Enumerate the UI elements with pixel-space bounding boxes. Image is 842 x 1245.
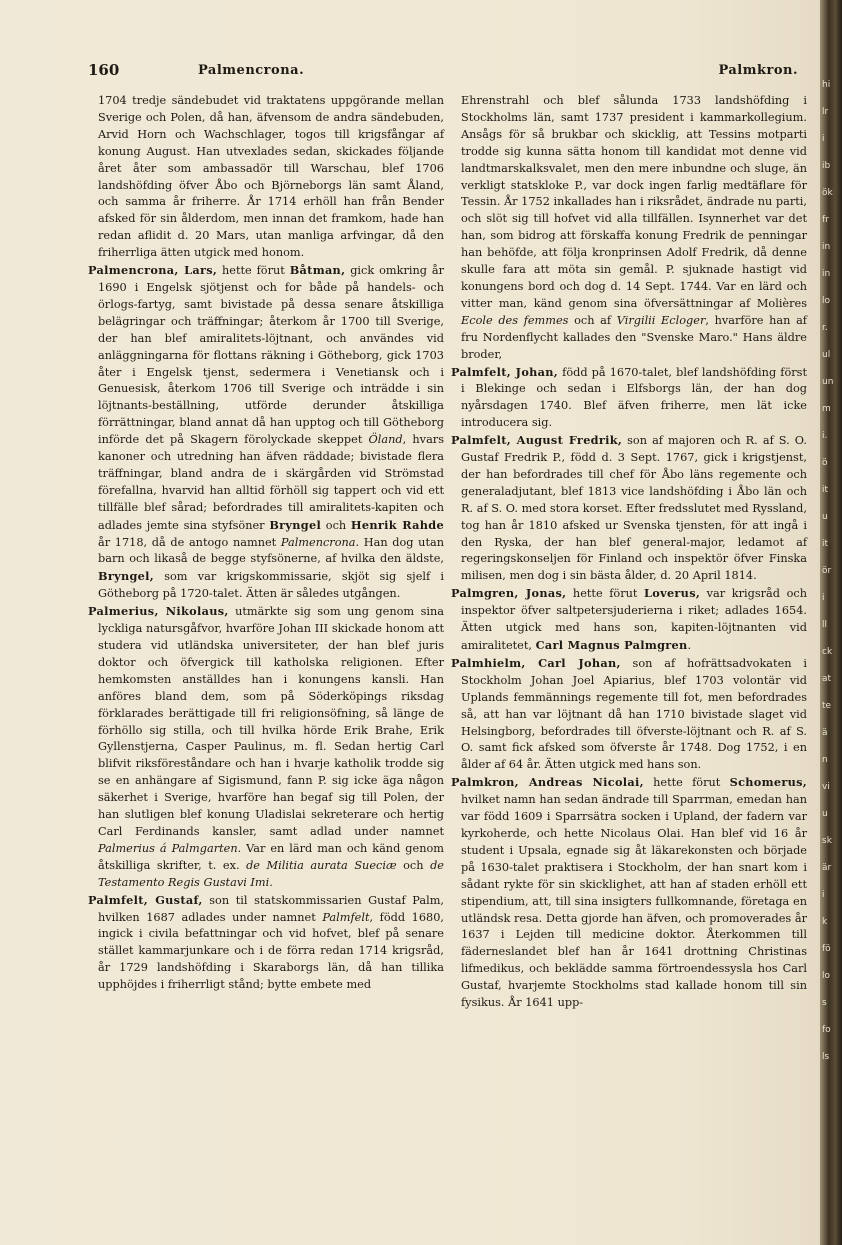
margin-fragment: i — [822, 890, 825, 900]
margin-fragment: n — [822, 755, 828, 765]
margin-fragment: r. — [822, 323, 828, 333]
paragraph-text: hette förut — [566, 587, 644, 601]
paragraph-text: , hvarföre han af fru Nordenflycht kallades den "Svenske Maro." Hans äldre broder, — [461, 313, 807, 361]
margin-fragment: fö — [822, 944, 831, 954]
margin-fragment: in — [822, 269, 831, 279]
margin-fragment: k — [822, 917, 828, 927]
paragraph-text: Ehrenstrahl och blef sålunda 1733 landshöfding i Stockholms län, samt 1737 president i kammarkollegium. Ansågs för så brukbar och skicklig, att Tessins motparti trodde sig kunna sätta honom till kandidat mot denne vid landtmarskalksvalet, men den mere inbundne och sluge, än verkligt statskloke P., var dock ingen farlig medtäflare för Tessin. År 1752 inkallades han i riksrådet, ändrade nu parti, och slöt sig till hofvet vid alla tillfällen. Isynnerhet var det han, som bidrog att förskaffa konung Fredrik de penningar han behöfde, att följa kronprinsen Adolf Fredrik, då denne skulle fara att möta sin gemål. P. sjuknade hastigt vid konungens bord och dog d. 14 Sept. 1744. Var en lärd och vitter man, känd genom sina öfversättningar af Molières — [461, 94, 807, 310]
paragraph-text: var krigsråd och inspektor öfver saltpetersjuderierna i riket; adlades 1654. Ätten utgick med hans son, kapiten-löjtnanten vid amiralitetet, — [461, 587, 807, 652]
headword: Palmhielm, Carl Johan, — [451, 655, 621, 670]
paragraph-text: . — [269, 875, 273, 889]
margin-fragment: lo — [822, 971, 831, 981]
margin-fragment: i — [822, 134, 825, 144]
margin-fragment: ä — [822, 728, 828, 738]
paragraph-text: som var krigskommissarie, skjöt sig sjelf i Götheborg på 1720-talet. Ätten är således utgången. — [98, 570, 444, 601]
headword: Palmencrona, Lars, — [88, 263, 218, 278]
margin-fragment: ök — [822, 188, 833, 198]
entry-palmfelt-gustaf — [88, 892, 444, 994]
margin-fragment: u — [822, 809, 828, 819]
margin-fragment: lo — [822, 296, 831, 306]
paragraph-text: , hvars kanoner och utredning han äfven räddade; bivistade flera träffningar, bland andra de i skärgården vid Strömstad förefallna, hvarvid han alltid förhöll sig tappert och vid ett tillfälle blef sårad; befordrades till amiralitets-kapiten och adlades jemte sina styfsöner — [98, 433, 445, 532]
entry-continuation — [88, 93, 444, 262]
entry-continuation — [451, 93, 807, 364]
margin-fragment: i. — [822, 431, 828, 441]
margin-fragment: fo — [822, 1025, 831, 1035]
ship-name: Öland — [368, 433, 403, 447]
facing-page-edge — [820, 0, 842, 1245]
paragraph-text: och — [321, 518, 351, 532]
work-title: Virgilii Ecloger — [616, 313, 706, 327]
margin-fragment: un — [822, 377, 834, 387]
paragraph-text: son til statskommissarien Gustaf Palm, hvilken 1687 adlades under namnet — [98, 893, 444, 924]
paragraph-text: . Var en lärd man och känd genom åtskilliga skrifter, t. ex. — [98, 841, 444, 872]
paragraph-text: 1704 tredje sändebudet vid traktatens uppgörande mellan Sverige och Polen, då han, äfvensom de andra sändebuden, Arvid Horn och Wachschlager, togos till krigsfångar af konung August. Han utvexlades sedan, skickades följande året åter som ambassadör till Warschau, blef 1706 landshöfding öfver Åbo och Björneborgs län samt Åland, och samma år friherre. År 1714 erhöll han från Bender afsked för sin ålderdom, men innan det framkom, hade han redan aflidit d. 20 Mars, utan manliga arfvingar, då den friherrliga ätten utgick med honom. — [98, 94, 444, 260]
paragraph-text: hvilket namn han sedan ändrade till Sparrman, emedan han var född 1609 i Sparrsätra socken i Upland, der fadern var kyrkoherde, och hette Nicolaus Olai. Han blef vid 16 år student i Upsala, egnade sig åt läkarekonsten och började på 1630-talet praktisera i Stockholm, der han snart kom i sådant rykte för sin skicklighet, att han af staden erhöll ett stipendium, att, till sina insigters fullkomnande, företaga en utländsk resa. Detta gjorde han äfven, och promoverades år 1637 i Lejden till medicine doktor. Återkommen till fäderneslandet blef han år 1641 drottning Christinas lifmedikus, och beklädde samma förtroendessysla hos Carl Gustaf, hvarjemte Stockholms stad kallade honom till sin fysikus. År 1641 upp- — [461, 793, 807, 1010]
margin-fragment: at — [822, 674, 832, 684]
margin-fragment: m — [822, 404, 831, 414]
left-column — [88, 93, 444, 994]
margin-fragment: ö — [822, 458, 828, 468]
work-title: Ecole des femmes — [461, 313, 569, 327]
entry-palmkron-andreas-nicolai — [451, 774, 807, 1012]
work-title: de Militia aurata Sueciæ — [246, 858, 397, 872]
paragraph-text: hette förut — [643, 776, 730, 790]
entry-palmfelt-johan — [451, 364, 807, 433]
margin-fragment: te — [822, 701, 832, 711]
former-name: Båtman, — [289, 263, 346, 278]
left-running-head: Palmencrona. — [198, 63, 305, 78]
margin-fragment: it — [822, 539, 829, 549]
family-name: Palmfelt — [322, 910, 370, 924]
page-number: 160 — [88, 61, 120, 79]
paragraph-text: . Han dog utan barn och likaså de begge styfsönerne, af hvilka den äldste, — [98, 535, 444, 566]
entry-palmgren-jonas — [451, 585, 807, 655]
margin-fragment: it — [822, 485, 829, 495]
entry-palmfelt-august-fredrik — [451, 432, 807, 585]
margin-fragment: fr — [822, 215, 829, 225]
margin-fragment: ul — [822, 350, 831, 360]
facing-page-fragments — [820, 72, 842, 1071]
headword: Palmkron, Andreas Nicolai, — [451, 775, 644, 790]
paragraph-text: utmärkte sig som ung genom sina lyckliga natursgåfvor, hvarföre Johan III skickade honom att studera vid utländska universiteter, der han blef juris doktor och öfvergick till katholska religionen. Efter hemkomsten anställdes han i konungens kansli. Han anföres bland dem, som på Söderköpings riksdag förklarades berättigade till fri religionsöfning, så länge de förhöllo sig stilla, och till hvilka hörde Erik Brahe, Erik Gyllenstjerna, Casper Paulinus, m. fl. Sedan hertig Carl blifvit riksföreståndare och han i hvarje katholik trodde sig se en anhängare af Sigismund, fann P. sig icke äga någon säkerhet i Sverige, hvarföre han begaf sig till Polen, der han slutligen blef konung Uladislai sekreterare och hertig Carl Ferdinands kansler, samt adlad under namnet — [98, 605, 444, 838]
running-header — [88, 61, 800, 83]
headword: Palmgren, Jonas, — [451, 586, 567, 601]
margin-fragment: u — [822, 512, 828, 522]
headword: Palmfelt, Gustaf, — [88, 892, 203, 907]
family-name: Palmerius á Palmgarten — [98, 841, 238, 855]
margin-fragment: ll — [822, 620, 828, 630]
margin-fragment: vi — [822, 782, 830, 792]
margin-fragment: ib — [822, 161, 831, 171]
margin-fragment: sk — [822, 836, 832, 846]
work-title: de Testamento Regis Gustavi Imi — [98, 858, 444, 889]
paragraph-text: gick omkring år 1690 i Engelsk sjötjenst och for både på handels- och örlogs-fartyg, samt bivistade på dessa senare åtskilliga belägringar och träffningar; återkom år 1700 till Sverige, der han blef amiralitets-löjtnant, och användes vid anläggningarna för flottans räkning i Götheborg, gick 1703 åter i Engelsk tjenst, sedermera i Venetiansk och i Genuesisk, återkom 1706 till Sverige och inträdde i sin löjtnants-beställning, utförde derunder åtskilliga förrättningar, bland annat då han upptog och till Götheborg införde det på Skagern förolyckade skeppet — [98, 264, 444, 447]
margin-fragment: ör — [822, 566, 832, 576]
margin-fragment: i — [822, 593, 825, 603]
paragraph-text: och af — [568, 313, 617, 327]
margin-fragment: lr — [822, 107, 829, 117]
former-name: Schomerus, — [729, 775, 807, 790]
margin-fragment: är — [822, 863, 832, 873]
person-name: Henrik Rahde — [350, 517, 444, 532]
margin-fragment: hi — [822, 80, 831, 90]
person-name: Bryngel, — [98, 569, 154, 584]
paragraph-text: , född 1680, ingick i civila befattningar och vid hofvet, blef på senare stället kammarjunkare och i de förra redan 1714 krigsråd, år 1729 landshöfding i Skaraborgs län, då han tillika upphöjdes i friherrligt stånd; bytte embete med — [98, 910, 444, 992]
headword: Palmfelt, August Fredrik, — [451, 433, 623, 448]
person-name: Carl Magnus Palmgren — [535, 638, 688, 652]
paragraph-text: son af majoren och R. af S. O. Gustaf Fredrik P., född d. 3 Sept. 1767, gick i krigstjenst, der han befordrades till chef för Åbo läns regemente och generaladjutant, blef 1813 vice landshöfding i Åbo län och R. af S. O. med stora korset. Efter fredsslutet med Ryssland, tog han år 1810 afsked ur Svenska tjensten, för att ingå i den Ryska, der han blef general-major, ledamot af regeringskonseljen för Finland och inspektör öfver Finska milisen, men dog i sin bästa ålder, d. 20 April 1814. — [461, 434, 807, 583]
paragraph-text: son af hofrättsadvokaten i Stockholm Johan Joel Apiarius, blef 1703 volontär vid Uplands femmännings regemente till fot, men befordrades så, att han var löjtnant då han 1710 bivistade slaget vid Helsingborg, befordrades till öfverste-löjtnant och R. af S. O. samt fick afsked som öfverste år 1748. Dog 1752, i en ålder af 64 år. Ätten utgick med hans son. — [461, 656, 807, 772]
paragraph-text: år 1718, då de antogo namnet — [98, 535, 281, 549]
entry-palmerius-nikolaus — [88, 603, 444, 891]
headword: Palmfelt, Johan, — [451, 364, 559, 379]
person-name: Bryngel — [269, 517, 322, 532]
family-name: Palmencrona — [280, 535, 356, 549]
headword: Palmerius, Nikolaus, — [88, 604, 229, 619]
right-running-head: Palmkron. — [718, 63, 798, 78]
right-column — [451, 93, 807, 1012]
paragraph-text: hette förut — [217, 264, 290, 278]
paragraph-text: . — [687, 639, 692, 652]
entry-palmencrona-lars — [88, 262, 444, 603]
former-name: Loverus, — [644, 586, 701, 601]
margin-fragment: ck — [822, 647, 833, 657]
entry-palmhielm-carl-johan — [451, 655, 807, 774]
margin-fragment: ls — [822, 1052, 830, 1062]
margin-fragment: in — [822, 242, 831, 252]
paragraph-text: och — [396, 858, 431, 872]
paragraph-text: född på 1670-talet, blef landshöfding först i Blekinge och sedan i Elfsborgs län, der han dog nyårsdagen 1740. Blef äfven friherre, men lät icke introducera sig. — [461, 365, 807, 430]
margin-fragment: s — [822, 998, 827, 1008]
